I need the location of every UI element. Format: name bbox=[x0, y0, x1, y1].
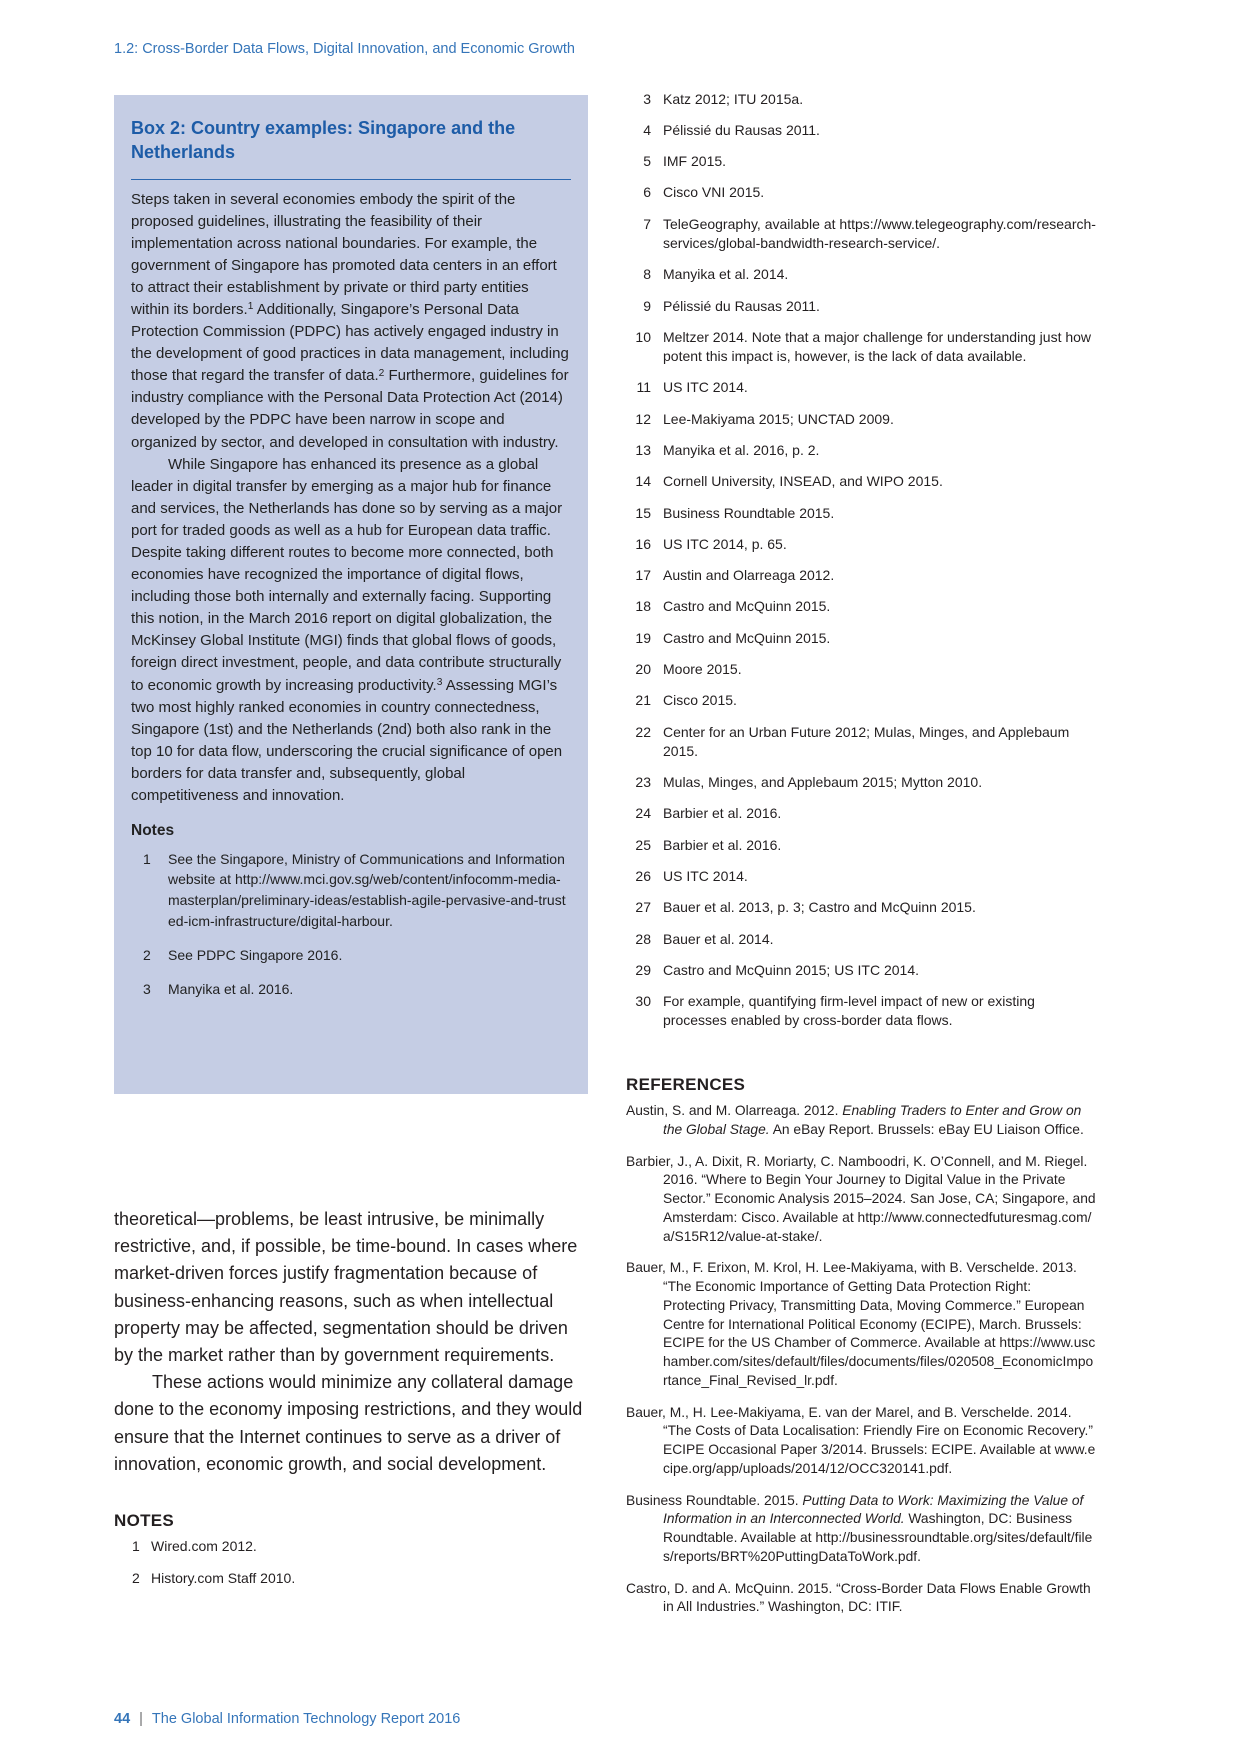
note-text: Center for an Urban Future 2012; Mulas, Minges, and Applebaum 2015. bbox=[663, 723, 1070, 759]
note-number: 16 bbox=[635, 535, 651, 552]
note-number: 7 bbox=[643, 215, 651, 232]
note-text: US ITC 2014. bbox=[663, 868, 748, 885]
box-text-segment: Assessing MGI’s two most highly ranked economies in country connectedness, Singapore (1st) and the Netherlands (2nd) both also rank in the top 10 for data flow, underscoring the crucial significance of open borders for data transfer and, subsequently, global competitiveness and innovation. bbox=[131, 676, 563, 805]
note-text: Castro and McQuinn 2015. bbox=[663, 598, 831, 615]
note-item bbox=[626, 961, 1096, 980]
note-item bbox=[626, 90, 1096, 109]
note-item bbox=[626, 804, 1096, 823]
box-paragraph bbox=[131, 454, 571, 808]
note-text: Lee-Makiyama 2015; UNCTAD 2009. bbox=[663, 410, 894, 427]
reference-item bbox=[626, 1259, 1096, 1391]
note-text: Cisco 2015. bbox=[663, 692, 737, 709]
note-number: 20 bbox=[635, 661, 651, 678]
note-item bbox=[626, 297, 1096, 316]
note-text: Castro and McQuinn 2015; US ITC 2014. bbox=[663, 961, 920, 978]
note-text: Manyika et al. 2016, p. 2. bbox=[663, 441, 820, 458]
reference-item bbox=[626, 1102, 1096, 1140]
body-text bbox=[114, 1206, 588, 1478]
box-note-item bbox=[131, 849, 571, 932]
right-column bbox=[626, 90, 1096, 1618]
note-number: 2 bbox=[143, 946, 151, 963]
note-item bbox=[626, 215, 1096, 253]
note-url: https://www.telegeography.com/research-services/global-bandwidth-research-service/. bbox=[663, 215, 1096, 251]
reference-text: Castro, D. and A. McQuinn. 2015. “Cross-Border Data Flows Enable Growth in All Industries.” Washington, DC: ITIF. bbox=[626, 1580, 1091, 1615]
footnote-superscript: 1 bbox=[247, 301, 254, 313]
note-text: Barbier et al. 2016. bbox=[663, 805, 782, 822]
note-text: Wired.com 2012. bbox=[151, 1538, 257, 1555]
note-text: Austin and Olarreaga 2012. bbox=[663, 567, 835, 584]
note-number: 1 bbox=[132, 1538, 140, 1555]
box-title: Box 2: Country examples: Singapore and the Netherlands bbox=[131, 117, 571, 180]
note-item bbox=[626, 410, 1096, 429]
note-text: US ITC 2014. bbox=[663, 379, 748, 396]
box-body bbox=[131, 189, 571, 808]
note-number: 2 bbox=[132, 1569, 140, 1586]
note-text: TeleGeography, available at bbox=[663, 215, 840, 232]
note-number: 17 bbox=[635, 567, 651, 584]
note-text: Bauer et al. 2013, p. 3; Castro and McQuinn 2015. bbox=[663, 899, 976, 916]
reference-text: Washington, DC: Business Roundtable. Available at bbox=[663, 1511, 1072, 1546]
body-paragraph: These actions would minimize any collateral damage done to the economy imposing restrictions, and they would ensure that the Internet continues to serve as a driver of innovation, economic growth, and social development. bbox=[114, 1372, 583, 1474]
note-item bbox=[626, 723, 1096, 761]
note-text: Manyika et al. 2016. bbox=[168, 980, 294, 997]
box-note-item bbox=[131, 945, 571, 966]
note-item bbox=[626, 504, 1096, 523]
note-number: 21 bbox=[635, 692, 651, 709]
note-number: 1 bbox=[143, 850, 151, 867]
note-number: 10 bbox=[635, 328, 651, 345]
note-number: 29 bbox=[635, 961, 651, 978]
note-text: Moore 2015. bbox=[663, 661, 742, 678]
note-number: 8 bbox=[643, 266, 651, 283]
note-item bbox=[626, 629, 1096, 648]
country-examples-box bbox=[114, 95, 588, 1094]
note-number: 15 bbox=[635, 504, 651, 521]
note-text: Business Roundtable 2015. bbox=[663, 504, 835, 521]
note-number: 3 bbox=[643, 90, 651, 107]
references-heading: REFERENCES bbox=[626, 1074, 746, 1094]
box-text-segment: Furthermore, guidelines for industry compliance with the Personal Data Protection Act (2014) developed by the PDPC have been narrow in scope and organized by sector, and developed in consultation with industry. bbox=[131, 367, 569, 451]
note-item bbox=[626, 898, 1096, 917]
note-item bbox=[626, 691, 1096, 710]
box-notes-list bbox=[131, 849, 571, 1000]
note-text: For example, quantifying firm-level impact of new or existing processes enabled by cross-border data flows. bbox=[663, 993, 1035, 1029]
note-item bbox=[626, 773, 1096, 792]
reference-item bbox=[626, 1580, 1096, 1618]
note-text: Pélissié du Rausas 2011. bbox=[663, 121, 820, 138]
note-item bbox=[626, 566, 1096, 585]
note-number: 22 bbox=[635, 723, 651, 740]
note-item bbox=[626, 535, 1096, 554]
note-text: Manyika et al. 2014. bbox=[663, 266, 789, 283]
note-text: Katz 2012; ITU 2015a. bbox=[663, 90, 804, 107]
note-number: 24 bbox=[635, 805, 651, 822]
reference-item bbox=[626, 1153, 1096, 1247]
note-number: 28 bbox=[635, 930, 651, 947]
note-text: Castro and McQuinn 2015. bbox=[663, 629, 831, 646]
note-number: 18 bbox=[635, 598, 651, 615]
body-paragraph: theoretical—problems, be least intrusive, be minimally restrictive, and, if possible, be time-bound. In cases where market-driven forces justify fragmentation because of business-enhancing reasons, such as when intellectual property may be affected, segmentation should be driven by the market rather than by government requirements. bbox=[114, 1209, 578, 1366]
note-number: 25 bbox=[635, 836, 651, 853]
note-item bbox=[626, 597, 1096, 616]
note-item bbox=[626, 441, 1096, 460]
note-item bbox=[114, 1569, 588, 1588]
reference-item bbox=[626, 1492, 1096, 1567]
footnote-superscript: 3 bbox=[436, 676, 443, 688]
note-text: Pélissié du Rausas 2011. bbox=[663, 297, 820, 314]
note-number: 13 bbox=[635, 441, 651, 458]
note-text: Bauer et al. 2014. bbox=[663, 930, 774, 947]
note-number: 19 bbox=[635, 629, 651, 646]
note-number: 30 bbox=[635, 993, 651, 1010]
box-text-segment: While Singapore has enhanced its presence as a global leader in digital transfer by emerging as a major hub for finance and services, the Netherlands has done so by serving as a major port for traded goods as well as a hub for European data traffic. Despite taking different routes to become more connected, both economies have recognized the importance of digital flows, including those both internally and externally facing. Supporting this notion, in the March 2016 report on digital globalization, the McKinsey Global Institute (MGI) finds that global flows of goods, foreign direct investment, people, and data contribute structurally to economic growth by increasing productivity. bbox=[131, 455, 563, 694]
box-notes-heading: Notes bbox=[131, 821, 175, 839]
note-item bbox=[626, 867, 1096, 886]
reference-text: An eBay Report. Brussels: eBay EU Liaison Office. bbox=[769, 1121, 1084, 1137]
reference-text: Business Roundtable. 2015. bbox=[626, 1492, 803, 1508]
note-item bbox=[626, 930, 1096, 949]
note-item bbox=[626, 183, 1096, 202]
note-number: 3 bbox=[143, 980, 151, 997]
page-number: 44 bbox=[114, 1711, 131, 1727]
box-note-item bbox=[131, 979, 571, 1000]
box-text-segment: Additionally, Singapore’s Personal Data Protection Commission (PDPC) has actively engaged industry in the development of good practices in data management, including those that regard the transfer of data. bbox=[131, 300, 569, 385]
note-number: 11 bbox=[636, 379, 651, 396]
note-number: 27 bbox=[635, 899, 651, 916]
reference-title: Enabling Traders to Enter and Grow on the Global Stage. bbox=[663, 1103, 1082, 1137]
reference-url: http://www.connectedfuturesmag.com/a/S15R12/value-at-stake/. bbox=[663, 1209, 1092, 1244]
note-item bbox=[626, 836, 1096, 855]
reference-title: Putting Data to Work: Maximizing the Value of Information in an Interconnected World. bbox=[663, 1492, 1084, 1527]
reference-text: Bauer, M., F. Erixon, M. Krol, H. Lee-Makiyama, with B. Verschelde. 2013. “The Economic Importance of Getting Data Protection Right: Protecting Privacy, Transmitting Data, Moving Commerce.” European Centre for International Political Economy (ECIPE), March. Brussels: ECIPE for the US Chamber of Commerce. Available at bbox=[626, 1260, 1085, 1351]
reference-url: https://www.uschamber.com/sites/default/files/documents/files/020508_EconomicImportance_Final_Revised_lr.pdf. bbox=[663, 1335, 1096, 1389]
note-text: Barbier et al. 2016. bbox=[663, 836, 782, 853]
publication-title: The Global Information Technology Report 2016 bbox=[151, 1711, 461, 1727]
reference-url: www.ecipe.org/app/uploads/2014/12/OCC320141.pdf. bbox=[663, 1442, 1096, 1477]
note-text: See the Singapore, Ministry of Communications and Information website at bbox=[168, 850, 565, 888]
footnote-superscript: 2 bbox=[378, 367, 385, 379]
note-item bbox=[626, 992, 1096, 1030]
reference-text: Austin, S. and M. Olarreaga. 2012. bbox=[626, 1103, 843, 1119]
note-number: 9 bbox=[643, 297, 651, 314]
note-item bbox=[626, 472, 1096, 491]
note-text: IMF 2015. bbox=[663, 153, 727, 170]
reference-url: http://businessroundtable.org/sites/default/files/reports/BRT%20PuttingDataToWork.pdf. bbox=[663, 1530, 1093, 1565]
note-number: 12 bbox=[635, 410, 651, 427]
page-footer bbox=[114, 1709, 460, 1729]
note-number: 23 bbox=[635, 774, 651, 791]
reference-item bbox=[626, 1404, 1096, 1479]
note-text: US ITC 2014, p. 65. bbox=[663, 535, 787, 552]
note-text: Cornell University, INSEAD, and WIPO 2015. bbox=[663, 473, 943, 490]
note-item bbox=[626, 121, 1096, 140]
notes-list-continued bbox=[626, 90, 1096, 1031]
note-text: Meltzer 2014. Note that a major challenge for understanding just how potent this impact is, however, is the lack of data available. bbox=[663, 328, 1092, 365]
note-item bbox=[626, 152, 1096, 171]
reference-text: Barbier, J., A. Dixit, R. Moriarty, C. Namboodri, K. O’Connell, and M. Riegel. 2016. “Where to Begin Your Journey to Digital Value in the Private Sector.” Economic Analysis 2015–2024. San Jose, CA; Singapore, and Amsterdam: Cisco. Available at bbox=[626, 1153, 1096, 1225]
note-url: http://www.mci.gov.sg/web/content/infocomm-media-masterplan/preliminary-ideas/establish-agile-pervasive-and-trusted-icm-infrastructure/digital-harbour. bbox=[168, 871, 566, 930]
note-item bbox=[626, 378, 1096, 397]
note-number: 4 bbox=[643, 121, 651, 138]
box-text-segment: Steps taken in several economies embody the spirit of the proposed guidelines, illustrating the feasibility of their implementation across national boundaries. For example, the government of Singapore has promoted data centers in an effort to attract their establishment by private or third party entities within its borders. bbox=[131, 190, 557, 318]
note-number: 14 bbox=[635, 473, 651, 490]
note-number: 5 bbox=[643, 153, 651, 170]
notes-list bbox=[114, 1537, 588, 1588]
footer-separator: | bbox=[139, 1711, 143, 1727]
note-text: Cisco VNI 2015. bbox=[663, 184, 765, 201]
references-list bbox=[626, 1102, 1096, 1617]
left-column bbox=[114, 95, 588, 1600]
notes-heading: NOTES bbox=[114, 1511, 175, 1531]
note-text: History.com Staff 2010. bbox=[151, 1569, 296, 1586]
note-item bbox=[626, 328, 1096, 366]
note-text: See PDPC Singapore 2016. bbox=[168, 946, 343, 963]
note-item bbox=[626, 660, 1096, 679]
box-paragraph bbox=[131, 189, 571, 454]
note-number: 26 bbox=[635, 868, 651, 885]
note-number: 6 bbox=[643, 184, 651, 201]
reference-text: Bauer, M., H. Lee-Makiyama, E. van der Marel, and B. Verschelde. 2014. “The Costs of Data Localisation: Friendly Fire on Economic Recovery.” ECIPE Occasional Paper 3/2014. Brussels: ECIPE. Available at bbox=[626, 1404, 1093, 1458]
note-text: Mulas, Minges, and Applebaum 2015; Mytton 2010. bbox=[663, 774, 983, 791]
note-item bbox=[626, 265, 1096, 284]
running-header: 1.2: Cross-Border Data Flows, Digital Innovation, and Economic Growth bbox=[114, 41, 575, 57]
note-item bbox=[114, 1537, 588, 1556]
